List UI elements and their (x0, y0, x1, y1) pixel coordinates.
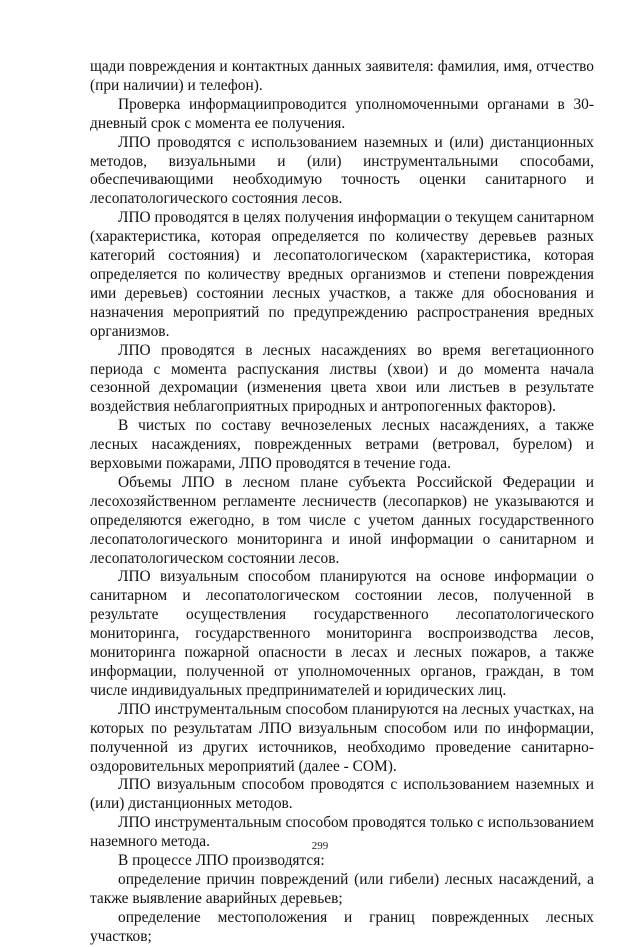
paragraph-4: ЛПО проводятся в целях получения информации о текущем санитарном (характеристика, которая определяется по количеству деревьев разных категорий состояния) и лесопатологическом (характеристика, которая определяется по количеству вредных организмов и степени повреждения ими деревьев) состоянии лесных участков, а также для обоснования и назначения мероприятий по предупреждению распространения вредных организмов. (90, 209, 594, 340)
paragraph-7: Объемы ЛПО в лесном плане субъекта Российской Федерации и лесохозяйственном регламенте лесничеств (лесопарков) не указываются и определяются ежегодно, в том числе с учетом данных государственного лесопатологического мониторинга и иной информации о санитарном и лесопатологическом состоянии лесов. (90, 473, 594, 567)
paragraph-1: щади повреждения и контактных данных заявителя: фамилия, имя, отчество (при наличии) и телефон). (90, 58, 594, 94)
page-number: 299 (311, 840, 329, 852)
document-body (90, 58, 594, 947)
paragraph-14: определение местоположения и границ поврежденных лесных участков; (90, 908, 594, 945)
paragraph-9: ЛПО инструментальным способом планируются на лесных участках, на которых по результатам ЛПО визуальным способом или по информации, полученной из других источников, необходимо проведение санитарно-оздоровительных мероприятий (далее - СОМ). (90, 700, 594, 775)
paragraph-13: определение причин повреждений (или гибели) лесных насаждений, а также выявление аварийных деревьев; (90, 870, 594, 907)
paragraph-6: В чистых по составу вечнозеленых лесных насаждениях, а также лесных насаждениях, поврежденных ветрами (ветровал, бурелом) и верховыми пожарами, ЛПО проводятся в течение года. (90, 417, 594, 473)
paragraph-8: ЛПО визуальным способом планируются на основе информации о санитарном и лесопатологическом состоянии лесов, полученной в результате осуществления государственного лесопатологического мониторинга, государственного мониторинга воспроизводства лесов, мониторинга пожарной опасности в лесах и лесных пожаров, а также информации, полученной от уполномоченных органов, граждан, в том числе индивидуальных предпринимателей и юридических лиц. (90, 568, 594, 699)
paragraph-5: ЛПО проводятся в лесных насаждениях во время вегетационного периода с момента распускания листвы (хвои) и до момента начала сезонной дехромации (изменения цвета хвои или листьев в результате воздействия неблагоприятных природных и антропогенных факторов). (90, 341, 594, 416)
paragraph-3: ЛПО проводятся с использованием наземных и (или) дистанционных методов, визуальными и (или) инструментальными способами, обеспечивающими необходимую точность оценки санитарного и лесопатологического состояния лесов. (90, 133, 594, 208)
paragraph-11: ЛПО инструментальным способом проводятся только с использованием наземного метода. (90, 814, 594, 851)
paragraph-12: В процессе ЛПО производятся: (118, 852, 325, 870)
paragraph-10: ЛПО визуальным способом проводятся с использованием наземных и (или) дистанционных методов. (90, 776, 594, 813)
paragraph-2: Проверка информациипроводится уполномоченными органами в 30-дневный срок с момента ее получения. (90, 95, 594, 132)
